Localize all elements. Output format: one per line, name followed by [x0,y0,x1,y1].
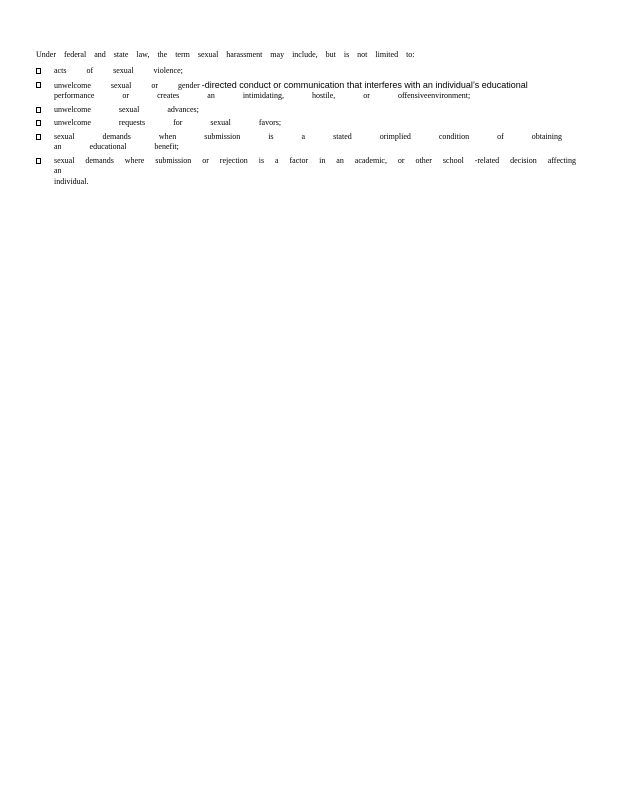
list-item-text: sexual demands where submission or rejection is a factor in an academic, or other school -related decision affecting an [54,155,576,175]
list-item-text: acts of sexual violence; [54,66,183,75]
bullet-box-icon [36,158,41,164]
list-item-sexual-favors [36,118,576,129]
intro-paragraph: Under federal and state law, the term sexual harassment may include, but is not limited to: [36,50,415,59]
list-item-text-part2: -directed conduct or communication that interferes with an individual’s educational [201,79,528,90]
list-item-gender-directed-conduct [36,80,576,102]
list-item-text-continuation: individual. [54,176,89,186]
list-item-text: sexual demands when submission is a stated orimplied condition of obtaining an educational benefit; [54,131,562,151]
list-item-academic-decision [36,156,576,188]
bullet-box-icon [36,68,41,74]
bullet-box-icon [36,82,41,88]
list-item-implied-condition [36,132,576,153]
bullet-box-icon [36,120,41,126]
list-item-text: unwelcome requests for sexual favors; [54,118,282,127]
list-item-sexual-advances [36,105,576,116]
list-item-sexual-violence [36,66,576,77]
harassment-list [36,66,576,190]
bullet-box-icon [36,134,41,140]
list-item-text-part1: unwelcome sexual or gender [54,80,200,90]
bullet-box-icon [36,107,41,113]
list-item-text: unwelcome sexual advances; [54,104,199,114]
list-item-text-continuation: performance or creates an intimidating, hostile, or offensiveenvironment; [54,91,471,100]
